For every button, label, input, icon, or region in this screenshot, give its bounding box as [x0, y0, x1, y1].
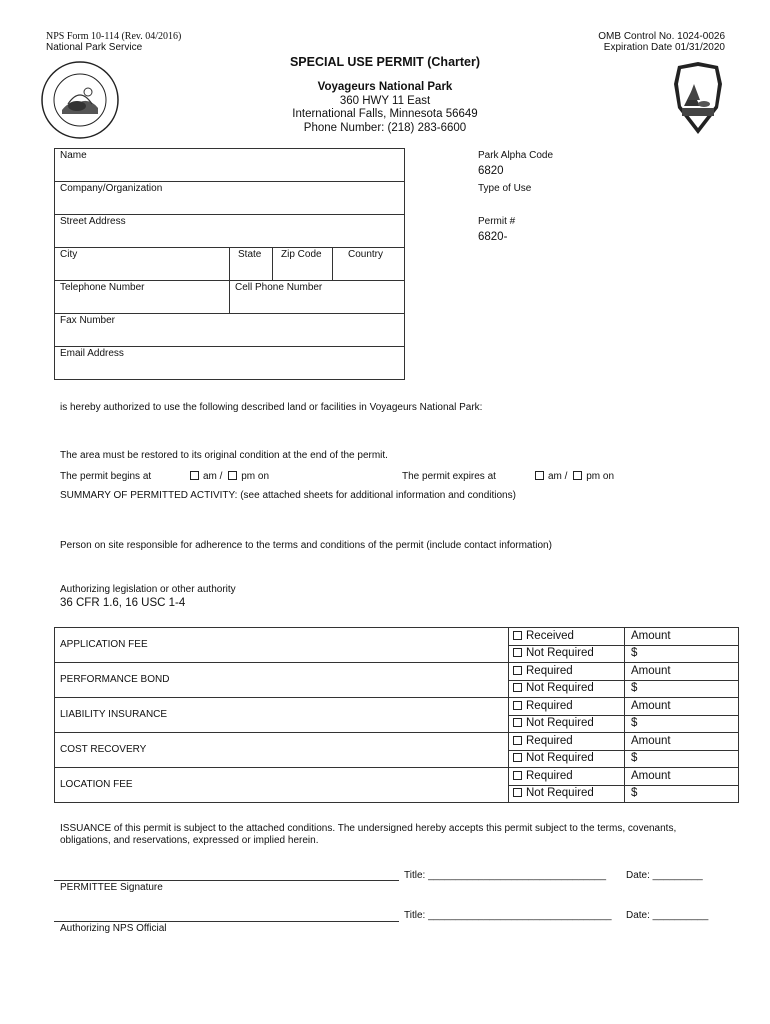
fee-amount-label: Amount [631, 665, 671, 677]
fee-option-2-label: Not Required [526, 787, 594, 799]
fee-option-1[interactable] [513, 665, 573, 677]
fee-option-2-checkbox[interactable] [513, 788, 522, 797]
fee-option-1[interactable] [513, 700, 573, 712]
issuance-text-line1: ISSUANCE of this permit is subject to the attached conditions. The undersigned hereby accepts this permit subject to the terms, covenants, [60, 823, 677, 834]
fee-option-1-label: Required [526, 665, 573, 677]
restoration-text: The area must be restored to its original condition at the end of the permit. [60, 450, 388, 461]
fee-amount-label: Amount [631, 770, 671, 782]
form-number: NPS Form 10-114 (Rev. 04/2016) [46, 31, 182, 42]
fee-option-2[interactable] [513, 682, 594, 694]
type-of-use-field[interactable]: Type of Use [478, 183, 532, 194]
cell-phone-field[interactable]: Cell Phone Number [235, 282, 323, 293]
fee-option-2[interactable] [513, 717, 594, 729]
name-field[interactable]: Name [60, 150, 87, 161]
person-on-site-label: Person on site responsible for adherence to the terms and conditions of the permit (include contact information) [60, 540, 552, 551]
begin-time-options [190, 471, 269, 482]
fee-option-2-label: Not Required [526, 717, 594, 729]
expire-am-label: am / [548, 471, 568, 482]
fee-option-1-checkbox[interactable] [513, 631, 522, 640]
expire-time-options [535, 471, 614, 482]
fee-option-1-label: Required [526, 700, 573, 712]
fee-option-1-checkbox[interactable] [513, 771, 522, 780]
fee-amount-label: Amount [631, 630, 671, 642]
permittee-signature-label: PERMITTEE Signature [60, 882, 163, 893]
park-alpha-value[interactable]: 6820 [478, 165, 504, 177]
country-field[interactable]: Country [348, 249, 384, 260]
authority-value[interactable]: 36 CFR 1.6, 16 USC 1-4 [60, 597, 186, 609]
begin-am-label: am / [203, 471, 223, 482]
park-address-line2: International Falls, Minnesota 56649 [292, 108, 478, 120]
begin-am-checkbox[interactable] [190, 471, 199, 480]
fee-option-2-label: Not Required [526, 647, 594, 659]
fee-amount-field[interactable]: $ [631, 682, 638, 694]
email-field[interactable]: Email Address [60, 348, 124, 359]
fee-option-2[interactable] [513, 787, 594, 799]
fee-option-2[interactable] [513, 647, 594, 659]
fee-option-1-checkbox[interactable] [513, 701, 522, 710]
expire-pm-checkbox[interactable] [573, 471, 582, 480]
fee-amount-field[interactable]: $ [631, 787, 638, 799]
fee-option-1[interactable] [513, 770, 573, 782]
fee-option-1-checkbox[interactable] [513, 666, 522, 675]
fee-option-2-checkbox[interactable] [513, 683, 522, 692]
fee-label: LIABILITY INSURANCE [60, 709, 168, 720]
expiration-date: Expiration Date 01/31/2020 [603, 42, 725, 53]
permittee-date-field[interactable]: Date: _________ [626, 870, 703, 881]
park-name: Voyageurs National Park [317, 81, 453, 93]
fee-option-2[interactable] [513, 752, 594, 764]
telephone-field[interactable]: Telephone Number [60, 282, 145, 293]
fee-label: PERFORMANCE BOND [60, 674, 170, 685]
fee-option-1-checkbox[interactable] [513, 736, 522, 745]
fee-option-1-label: Received [526, 630, 574, 642]
fee-option-2-checkbox[interactable] [513, 648, 522, 657]
fee-option-2-label: Not Required [526, 752, 594, 764]
fee-label: APPLICATION FEE [60, 639, 148, 650]
fee-amount-label: Amount [631, 735, 671, 747]
summary-activity-label: SUMMARY OF PERMITTED ACTIVITY: (see attached sheets for additional information and conditions) [60, 490, 516, 501]
begin-pm-label: pm on [241, 471, 270, 482]
street-address-field[interactable]: Street Address [60, 216, 126, 227]
nps-official-title-field[interactable]: Title: _________________________________ [404, 910, 612, 921]
permit-begins-label: The permit begins at [60, 471, 152, 482]
permit-number-label: Permit # [478, 216, 516, 227]
permit-number-value[interactable]: 6820- [478, 231, 508, 243]
permittee-signature-line[interactable] [54, 880, 399, 881]
nps-official-signature-label: Authorizing NPS Official [60, 923, 167, 934]
fee-option-2-checkbox[interactable] [513, 753, 522, 762]
authority-label: Authorizing legislation or other authority [60, 584, 236, 595]
fee-option-1[interactable] [513, 630, 574, 642]
company-field[interactable]: Company/Organization [60, 183, 163, 194]
state-field[interactable]: State [238, 249, 262, 260]
permittee-title-field[interactable]: Title: ________________________________ [404, 870, 607, 881]
fee-option-2-checkbox[interactable] [513, 718, 522, 727]
permit-expires-label: The permit expires at [402, 471, 496, 482]
agency-name: National Park Service [46, 42, 143, 53]
city-field[interactable]: City [60, 249, 78, 260]
park-phone: Phone Number: (218) 283-6600 [303, 122, 467, 134]
fee-amount-field[interactable]: $ [631, 717, 638, 729]
omb-control-number: OMB Control No. 1024-0026 [598, 31, 725, 42]
zip-code-field[interactable]: Zip Code [281, 249, 322, 260]
fee-option-1[interactable] [513, 735, 573, 747]
fee-option-2-label: Not Required [526, 682, 594, 694]
park-alpha-label: Park Alpha Code [478, 150, 554, 161]
expire-pm-label: pm on [586, 471, 615, 482]
begin-pm-checkbox[interactable] [228, 471, 237, 480]
issuance-text-line2: obligations, and reservations, expressed or implied herein. [60, 835, 319, 846]
fee-label: LOCATION FEE [60, 779, 133, 790]
nps-official-signature-line[interactable] [54, 921, 399, 922]
expire-am-checkbox[interactable] [535, 471, 544, 480]
fee-option-1-label: Required [526, 735, 573, 747]
fax-field[interactable]: Fax Number [60, 315, 116, 326]
nps-official-date-field[interactable]: Date: __________ [626, 910, 709, 921]
fee-amount-field[interactable]: $ [631, 752, 638, 764]
park-address-line1: 360 HWY 11 East [339, 95, 431, 107]
fee-amount-label: Amount [631, 700, 671, 712]
fee-option-1-label: Required [526, 770, 573, 782]
fee-label: COST RECOVERY [60, 744, 147, 755]
fee-amount-field[interactable]: $ [631, 647, 638, 659]
page-title: SPECIAL USE PERMIT (Charter) [289, 55, 481, 69]
authorization-text: is hereby authorized to use the following described land or facilities in Voyageurs National Park: [60, 402, 483, 413]
